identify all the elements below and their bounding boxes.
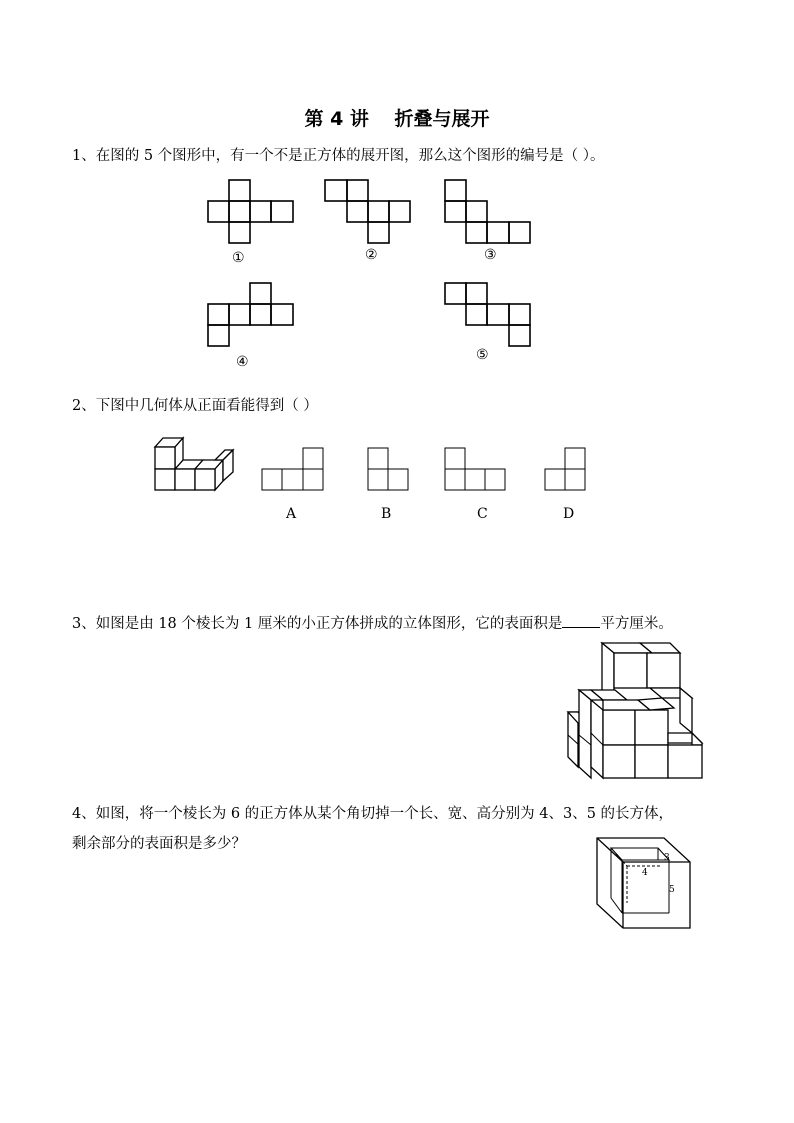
question-2-text: 2、下图中几何体从正面看能得到（ ） (72, 398, 318, 414)
dimension-label-3: 3 (664, 853, 670, 863)
option-a-label: A (286, 506, 297, 522)
question-4-line-2: 剩余部分的表面积是多少？ (72, 836, 246, 852)
dimension-label-5: 5 (669, 885, 675, 895)
question-4-line-1: 4、如图，将一个棱长为 6 的正方体从某个角切掉一个长、宽、高分别为 4、3、5 的长方体， (72, 806, 674, 822)
net-4-label: ④ (236, 354, 249, 370)
net-5-label: ⑤ (476, 347, 489, 363)
net-1-label: ① (232, 250, 245, 266)
page-title: 第 4 讲 折叠与展开 (304, 108, 490, 130)
dimension-label-4: 4 (642, 868, 648, 878)
option-d-label: D (563, 506, 575, 522)
question-1-text: 1、在图的 5 个图形中，有一个不是正方体的展开图，那么这个图形的编号是（ ）。 (72, 148, 605, 164)
question-3-text-after: 平方厘米。 (600, 616, 673, 632)
option-c-label: C (477, 506, 488, 522)
option-b-label: B (381, 506, 392, 522)
net-2-label: ② (365, 247, 378, 263)
question-3-text-before: 3、如图是由 18 个棱长为 1 厘米的小正方体拼成的立体图形，它的表面积是 (72, 616, 563, 632)
net-3-label: ③ (484, 247, 497, 263)
